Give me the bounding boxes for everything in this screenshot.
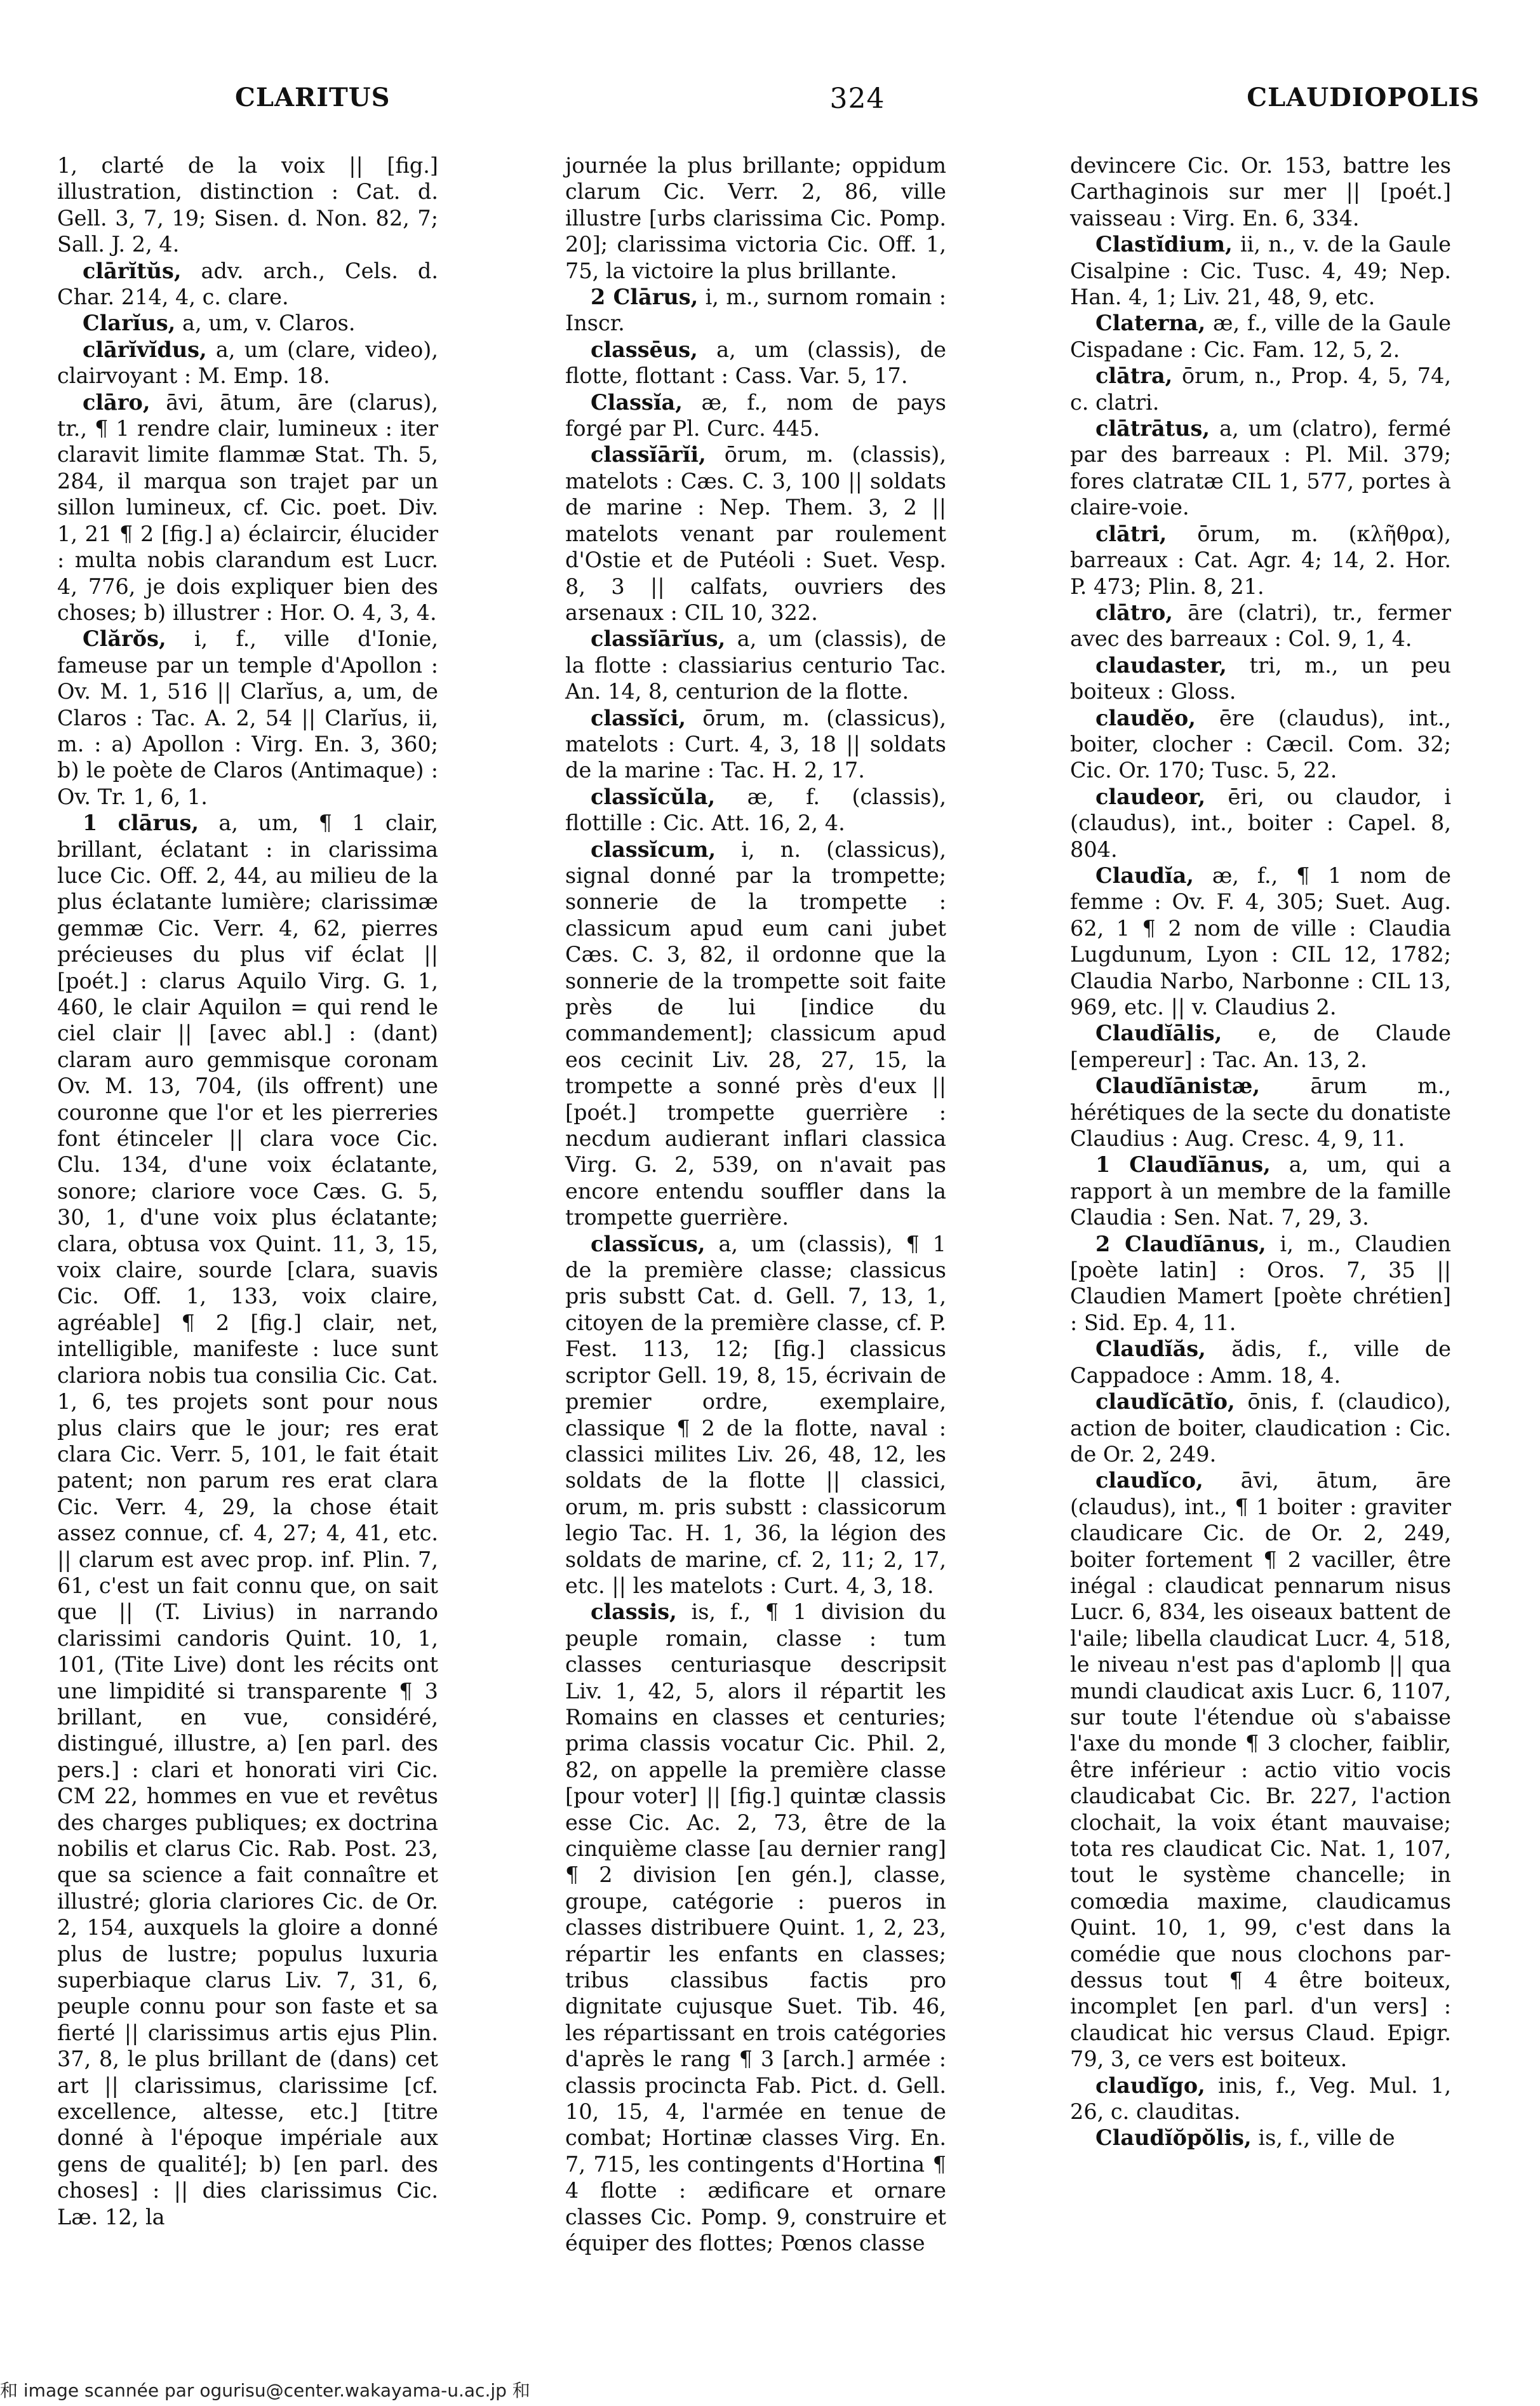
entry-definition: e, de Claude [empereur] : Tac. An. 13, 2.	[1070, 1021, 1451, 1072]
dictionary-entry	[57, 258, 438, 311]
entry-headword: claudĕo,	[1095, 705, 1196, 730]
entry-definition: āvi, ātum, āre (claudus), int., ¶ 1 boiter : graviter claudicare Cic. de Or. 2, 249, boiter fortement ¶ 2 vaciller, être inégal : claudicat pennarum nisus Lucr. 6, 834, les oiseaux battent de l'aile; libella claudicat Lucr. 4, 518, le niveau n'est pas d'aplomb || qua mundi claudicat axis Lucr. 6, 1107, sur toute l'étendue où s'abaisse l'axe du monde ¶ 3 clocher, faiblir, être inférieur : actio vitio vocis claudicabat Cic. Br. 227, l'action clochait, la voix étant mauvaise; tota res claudicat Cic. Nat. 1, 107, tout le système chancelle; in comœdia maxime, claudicamus Quint. 10, 1, 99, c'est dans la comédie que nous clochons par-dessus tout ¶ 4 être boiteux, incomplet [en parl. d'un vers] : claudicat hic versus Claud. Epigr. 79, 3, ce vers est boiteux.	[1070, 1468, 1451, 2072]
entry-headword: claudeor,	[1095, 784, 1206, 809]
entry-headword: classĭcŭla,	[591, 784, 716, 809]
entry-headword: claudĭcātĭo,	[1095, 1389, 1235, 1415]
entry-definition: ōrum, n., Prop. 4, 5, 74, c. clatri.	[1070, 363, 1451, 415]
dictionary-entry	[565, 152, 946, 284]
entry-definition: æ, f. (classis), flottille : Cic. Att. 16, 2, 4.	[565, 784, 946, 836]
dictionary-entry	[1070, 652, 1451, 705]
entry-definition: a, um (classis), de la flotte : classiarius centurio Tac. An. 14, 8, centurion de la flotte.	[565, 626, 946, 704]
entry-headword: clātri,	[1095, 521, 1167, 546]
dictionary-entry	[1070, 310, 1451, 363]
entry-headword: claudaster,	[1095, 652, 1227, 678]
entry-definition: is, f., ville de	[1258, 2125, 1395, 2151]
dictionary-entry	[565, 837, 946, 1231]
entry-headword: classĭcum,	[591, 837, 716, 862]
dictionary-entry	[57, 810, 438, 2230]
entry-definition: ōrum, m. (classicus), matelots : Curt. 4, 3, 18 || soldats de la marine : Tac. H. 2, 17.	[565, 705, 946, 783]
entry-headword: 2 Clārus,	[591, 285, 699, 310]
page-number: 324	[829, 83, 885, 115]
entry-definition: devincere Cic. Or. 153, battre les Carthaginois sur mer || [poét.] vaisseau : Virg. En. 6, 334.	[1070, 153, 1451, 231]
entry-definition: a, um (clatro), fermé par des barreaux : Pl. Mil. 379; fores clatratæ CIL 1, 577, portes à claire-voie.	[1070, 416, 1451, 520]
dictionary-entry	[1070, 863, 1451, 1020]
entry-headword: classĭārĭus,	[591, 626, 726, 652]
entry-definition: ōrum, m. (κλῆθρα), barreaux : Cat. Agr. 4; 14, 2. Hor. P. 473; Plin. 8, 21.	[1070, 521, 1451, 599]
entry-headword: 1 clārus,	[83, 810, 199, 836]
dictionary-entry	[1070, 784, 1451, 863]
dictionary-entry	[565, 441, 946, 626]
entry-definition: i, m., surnom romain : Inscr.	[565, 285, 946, 336]
dictionary-entry	[1070, 600, 1451, 652]
entry-definition: journée la plus brillante; oppidum clarum Cic. Verr. 2, 86, ville illustre [urbs clarissima Cic. Pomp. 20]; clarissima victoria Cic. Off. 1, 75, la victoire la plus brillante.	[565, 153, 946, 283]
entry-definition: a, um, qui a rapport à un membre de la famille Claudia : Sen. Nat. 7, 29, 3.	[1070, 1152, 1451, 1230]
entry-headword: clātra,	[1095, 363, 1173, 389]
entry-headword: classĭārĭi,	[591, 442, 706, 467]
dictionary-entry	[1070, 1388, 1451, 1467]
entry-definition: āvi, ātum, āre (clarus), tr., ¶ 1 rendre clair, lumineux : iter claravit limite flammæ Stat. Th. 5, 284, il marqua son trajet par un sillon lumineux, cf. Cic. poet. Div. 1, 21 ¶ 2 [fig.] a) éclaircir, élucider : multa nobis clarandum est Lucr. 4, 776, je dois expliquer bien des choses; b) illustrer : Hor. O. 4, 3, 4.	[57, 389, 438, 625]
entry-headword: 1 Claudĭānus,	[1095, 1152, 1271, 1178]
header-last-entry: CLAUDIOPOLIS	[1247, 83, 1480, 112]
entry-definition: ēri, ou claudor, i (claudus), int., boiter : Capel. 8, 804.	[1070, 784, 1451, 862]
dictionary-entry	[1070, 705, 1451, 784]
entry-headword: Claudĭŏpŏlis,	[1095, 2125, 1252, 2151]
dictionary-entry	[565, 705, 946, 784]
entry-definition: a, um, v. Claros.	[182, 311, 356, 336]
entry-headword: 2 Claudĭānus,	[1095, 1231, 1266, 1256]
dictionary-entry	[565, 626, 946, 704]
entry-headword: Claudĭānistæ,	[1095, 1073, 1261, 1099]
dictionary-entry	[57, 152, 438, 258]
dictionary-column-2	[565, 152, 946, 2257]
entry-definition: i, m., Claudien [poète latin] : Oros. 7, 35 || Claudien Mamert [poète chrétien] : Sid. Ep. 4, 11.	[1070, 1231, 1451, 1335]
dictionary-entry	[1070, 1020, 1451, 1073]
entry-definition: æ, f., ¶ 1 nom de femme : Ov. F. 4, 305; Suet. Aug. 62, 1 ¶ 2 nom de ville : Claudia Lugdunum, Lyon : CIL 12, 1782; Claudia Narbo, Narbonne : CIL 13, 969, etc. || v. Claudius 2.	[1070, 863, 1451, 1019]
dictionary-entry	[57, 626, 438, 810]
scan-credit: 和 image scannée par ogurisu@center.wakayama-u.ac.jp 和	[0, 2380, 530, 2401]
entry-definition: ārum m., hérétiques de la secte du donatiste Claudius : Aug. Cresc. 4, 9, 11.	[1070, 1073, 1452, 1152]
dictionary-entry	[565, 784, 946, 837]
entry-headword: classēus,	[591, 337, 698, 362]
entry-definition: ōrum, m. (classis), matelots : Cæs. C. 3, 100 || soldats de marine : Nep. Them. 3, 2 || matelots venant par roulement d'Ostie et de Putéoli : Suet. Vesp. 8, 3 || calfats, ouvriers des arsenaux : CIL 10, 322.	[565, 442, 946, 625]
entry-definition: adv. arch., Cels. d. Char. 214, 4, c. clare.	[57, 258, 438, 310]
entry-headword: Clastĭdium,	[1095, 232, 1233, 257]
dictionary-entry	[1070, 231, 1451, 310]
dictionary-entry	[565, 284, 946, 337]
entry-definition: ēre (claudus), int., boiter, clocher : Cæcil. Com. 32; Cic. Or. 170; Tusc. 5, 22.	[1070, 705, 1451, 783]
entry-headword: claudĭco,	[1095, 1468, 1203, 1493]
dictionary-entry	[1070, 415, 1451, 521]
entry-definition: a, um (classis), ¶ 1 de la première classe; classicus pris substt Cat. d. Gell. 7, 13, 1, citoyen de la première classe, cf. P. Fest. 113, 12; [fig.] classicus scriptor Gell. 19, 8, 15, écrivain de premier ordre, exemplaire, classique ¶ 2 de la flotte, naval : classici milites Liv. 26, 48, 12, les soldats de la flotte || classici, orum, m. pris substt : classicorum legio Tac. H. 1, 36, la légion des soldats de marine, cf. 2, 11; 2, 17, etc. || les matelots : Curt. 4, 3, 18.	[565, 1231, 946, 1598]
entry-headword: clāro,	[83, 389, 151, 415]
dictionary-entry	[1070, 1336, 1451, 1388]
entry-headword: Clărŏs,	[83, 626, 166, 652]
entry-definition: æ, f., nom de pays forgé par Pl. Curc. 445.	[565, 389, 946, 441]
dictionary-column-1	[57, 152, 438, 2230]
entry-definition: is, f., ¶ 1 division du peuple romain, classe : tum classes centuriasque descripsit Liv. 1, 42, 5, alors il répartit les Romains en classes et centuries; prima classis vocatur Cic. Phil. 2, 82, on appelle la première classe [pour voter] || [fig.] quintæ classis esse Cic. Ac. 2, 73, être de la cinquième classe [au dernier rang] ¶ 2 division [en gén.], classe, groupe, catégorie : pueros in classes distribuere Quint. 1, 2, 23, répartir les enfants en classes; tribus classibus factis pro dignitate cujusque Suet. Tib. 46, les répartissant en trois catégories d'après le rang ¶ 3 [arch.] armée : classis procincta Fab. Pict. d. Gell. 10, 15, 4, l'armée en tenue de combat; Hortinæ classes Virg. En. 7, 715, les contingents d'Hortina ¶ 4 flotte : ædificare et ornare classes Cic. Pomp. 9, construire et équiper des flottes; Pœnos classe	[565, 1599, 946, 2256]
entry-headword: Claudĭālis,	[1095, 1021, 1222, 1046]
dictionary-column-3	[1070, 152, 1451, 2151]
entry-definition: tri, m., un peu boiteux : Gloss.	[1070, 652, 1451, 704]
entry-definition: a, um, ¶ 1 clair, brillant, éclatant : in clarissima luce Cic. Off. 2, 44, au milieu de la plus éclatante lumière; clarissimæ gemmæ Cic. Verr. 4, 62, pierres précieuses du plus vif éclat || [poét.] : clarus Aquilo Virg. G. 1, 460, le clair Aquilon = qui rend le ciel clair || [avec abl.] : (dant) claram auro gemmisque coronam Ov. M. 13, 704, (ils offrent) une couronne que l'or et les pierreries font étinceler || clara voce Cic. Clu. 134, d'une voix éclatante, sonore; clariore voce Cæs. G. 5, 30, 1, d'une voix plus éclatante; clara, obtusa vox Quint. 11, 3, 15, voix claire, sourde [clara, suavis Cic. Off. 1, 133, voix claire, agréable] ¶ 2 [fig.] clair, net, intelligible, manifeste : luce sunt clariora nobis tua consilia Cic. Cat. 1, 6, tes projets sont pour nous plus clairs que le jour; res erat clara Cic. Verr. 5, 101, le fait était patent; non parum res erat clara Cic. Verr. 4, 29, la chose était assez connue, cf. 4, 27; 4, 41, etc. || clarum est avec prop. inf. Plin. 7, 61, c'est un fait connu que, on sait que || (T. Livius) in narrando clarissimi candoris Quint. 10, 1, 101, (Tite Live) dont les récits ont une limpidité si transparente ¶ 3 brillant, en vue, considéré, distingué, illustre, a) [en parl. des pers.] : clari et honorati viri Cic. CM 22, hommes en vue et revêtus des charges publiques; ex doctrina nobilis et clarus Cic. Rab. Post. 23, que sa science a fait connaître et illustré; gloria clariores Cic. de Or. 2, 154, auxquels la gloire a donné plus de lustre; populus luxuria superbiaque clarus Liv. 7, 31, 6, peuple connu pour son faste et sa fierté || clarissimus artis ejus Plin. 37, 8, le plus brillant de (dans) cet art || clarissimus, clarissime [cf. excellence, altesse, etc.] [titre donné à l'époque impériale aux gens de qualité]; b) [en parl. des choses] : || dies clarissimus Cic. Læ. 12, la	[57, 810, 438, 2229]
dictionary-entry	[1070, 521, 1451, 600]
entry-headword: clārĭvĭdus,	[83, 337, 207, 362]
dictionary-entry	[565, 389, 946, 442]
dictionary-entry	[1070, 1073, 1451, 1152]
entry-definition: āre (clatri), tr., fermer avec des barreaux : Col. 9, 1, 4.	[1070, 600, 1451, 652]
entry-headword: clārĭtŭs,	[83, 258, 182, 283]
entry-headword: Claudĭăs,	[1095, 1336, 1206, 1362]
entry-headword: classis,	[591, 1599, 677, 1625]
dictionary-entry	[1070, 2073, 1451, 2125]
dictionary-entry	[1070, 152, 1451, 231]
entry-definition: inis, f., Veg. Mul. 1, 26, c. clauditas.	[1070, 2073, 1451, 2125]
dictionary-entry	[1070, 363, 1451, 415]
entry-definition: a, um (classis), de flotte, flottant : Cass. Var. 5, 17.	[565, 337, 946, 389]
entry-headword: Claterna,	[1095, 311, 1206, 336]
entry-headword: classĭcus,	[591, 1231, 706, 1256]
entry-definition: 1, clarté de la voix || [fig.] illustration, distinction : Cat. d. Gell. 3, 7, 19; Sisen. d. Non. 82, 7; Sall. J. 2, 4.	[57, 153, 438, 257]
entry-headword: claudĭgo,	[1095, 2073, 1205, 2098]
entry-headword: Claudĭa,	[1095, 863, 1194, 888]
entry-headword: clātrātus,	[1095, 416, 1210, 441]
dictionary-entry	[1070, 1231, 1451, 1336]
dictionary-entry	[57, 310, 438, 336]
dictionary-entry	[57, 337, 438, 389]
entry-headword: classĭci,	[591, 705, 686, 730]
entry-headword: clātro,	[1095, 600, 1173, 625]
dictionary-entry	[1070, 1152, 1451, 1230]
entry-definition: ii, n., v. de la Gaule Cisalpine : Cic. Tusc. 4, 49; Nep. Han. 4, 1; Liv. 21, 48, 9, etc.	[1070, 232, 1451, 310]
running-header	[235, 83, 1480, 133]
dictionary-entry	[565, 1231, 946, 1599]
entry-headword: Classĭa,	[591, 389, 683, 415]
entry-headword: Clarĭus,	[83, 311, 176, 336]
entry-definition: i, n. (classicus), signal donné par la trompette; sonnerie de la trompette : classicum apud eum cani jubet Cæs. C. 3, 82, il ordonne que la sonnerie de la trompette soit faite près de lui [indice du commandement]; classicum apud eos cecinit Liv. 28, 27, 15, la trompette a sonné près d'eux || [poét.] trompette guerrière : necdum audierant inflari classica Virg. G. 2, 539, on n'avait pas encore entendu souffler dans la trompette guerrière.	[565, 837, 946, 1230]
dictionary-entry	[1070, 1467, 1451, 2072]
dictionary-entry	[565, 337, 946, 389]
dictionary-entry	[1070, 2125, 1451, 2151]
entry-definition: æ, f., ville de la Gaule Cispadane : Cic. Fam. 12, 5, 2.	[1070, 311, 1451, 362]
header-first-entry: CLARITUS	[235, 83, 391, 112]
dictionary-entry	[57, 389, 438, 626]
entry-definition: a, um (clare, video), clairvoyant : M. Emp. 18.	[57, 337, 438, 389]
entry-definition: i, f., ville d'Ionie, fameuse par un temple d'Apollon : Ov. M. 1, 516 || Clarĭus, a, um, de Claros : Tac. A. 2, 54 || Clarĭus, ii, m. : a) Apollon : Virg. En. 3, 360; b) le poète de Claros (Antimaque) : Ov. Tr. 1, 6, 1.	[57, 626, 438, 809]
dictionary-entry	[565, 1599, 946, 2256]
entry-definition: ădis, f., ville de Cappadoce : Amm. 18, 4.	[1070, 1336, 1451, 1388]
entry-definition: ōnis, f. (claudico), action de boiter, claudication : Cic. de Or. 2, 249.	[1070, 1389, 1451, 1467]
